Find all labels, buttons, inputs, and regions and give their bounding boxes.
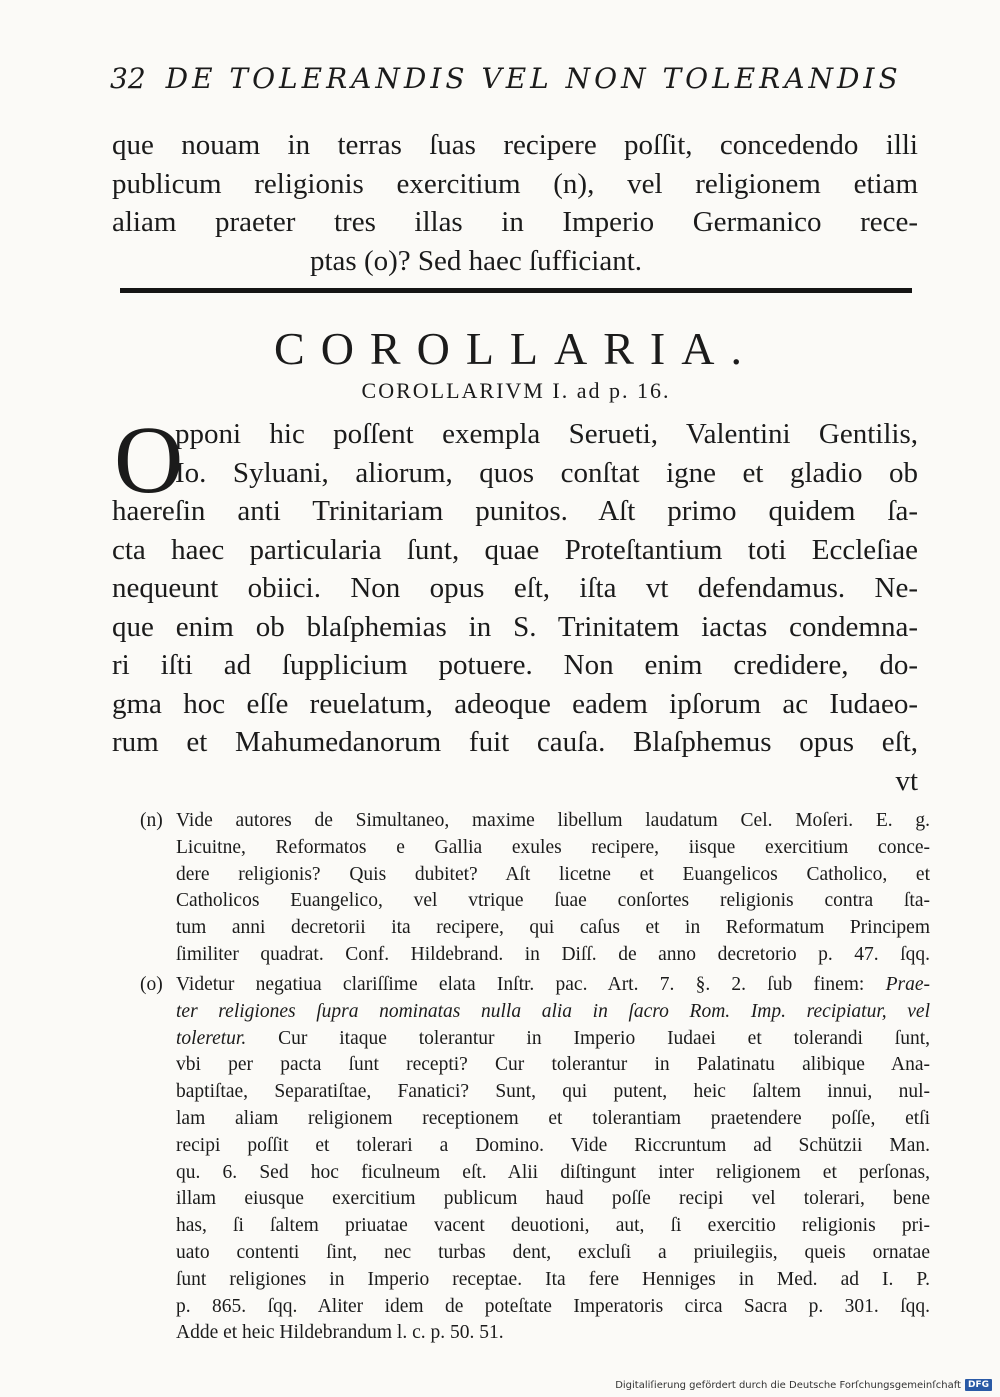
footnote-line: vbi per pacta ſunt recepti? Cur tolerantur in Palatinatu alibique Ana- [176,1054,930,1076]
footnote-line [140,808,930,835]
text-line: gma hoc eſſe reuelatum, adeoque eadem ipſorum ac Iudaeo- [112,687,918,720]
footnote-text: Videtur negatiua clariſſime elata Inſtr. pac. Art. 7. §. 2. ſub finem: [176,974,886,995]
text-line: haereſin anti Trinitariam punitos. Aſt primo quidem ſa- [112,495,918,527]
text-line: ptas (o)? Sed haec ſufficiant. [310,244,643,277]
footnote-line: Licuitne, Reformatos e Gallia exules recipere, iisque exercitium conce- [176,836,930,858]
footnote-line: tum anni decretorii ita recipere, qui caſus et in Reformatum Principem [176,917,930,939]
footnote-line: recipi poſſit et tolerari a Domino. Vide Riccruntum ad Schützii Man. [176,1134,930,1156]
footnote-line: qu. 6. Sed hoc ficulneum eſt. Alii diſtingunt inter religionem et perſonas, [176,1161,930,1183]
footnote-marker: (o) [140,974,163,995]
text-line: nequeunt obiici. Non opus eſt, iſta vt defendamus. Ne- [112,572,918,604]
footnote-line: ſimiliter quadrat. Conf. Hildebrand. in Diſſ. de anno decretorio p. 47. ſqq. [176,943,930,965]
footnote-line: has, ſi ſaltem priuatae vacent deuotioni, aut, ſi exercitio religionis pri- [176,1215,930,1237]
dfg-logo: DFG [965,1379,992,1391]
footnote-line: ſunt religiones in Imperio receptae. Ita fere Henniges in Med. ad I. P. [176,1268,930,1290]
text-line: publicum religionis exercitium (n), vel religionem etiam [112,167,918,200]
footnote-n [140,808,930,969]
page-number: 32 [110,62,146,95]
text-line: pponi hic poſſent exempla Serueti, Valentini Gentilis, [175,418,918,450]
drop-cap: O [114,406,184,513]
footnote-line: dere religionis? Quis dubitet? Aſt licetne et Euangelicos Catholico, et [176,863,930,885]
catchword: vt [895,764,918,797]
text-line: cta haec particularia ſunt, quae Proteſtantium toti Eccleſiae [112,533,918,566]
running-title: DE TOLERANDIS VEL NON TOLERANDIS [165,62,902,95]
text-line: ri iſti ad ſupplicium potuere. Non enim credidere, do- [112,649,918,681]
main-paragraph [112,415,918,800]
footnote-line: uato contenti ſint, nec turbas dent, excluſi a priuilegiis, queis ornatae [176,1241,930,1263]
text-line: que nouam in terras ſuas recipere poſſit, concedendo illi [112,129,918,161]
footnote-quote: toleretur. [176,1027,247,1049]
text-line: rum et Mahumedanorum fuit cauſa. Blaſphemus opus eſt, [112,726,918,758]
footnote-text: Cur itaque tolerantur in Imperio Iudaei et tolerandi ſunt, [246,1027,930,1049]
footnote-o [140,972,930,1347]
text-line: Io. Syluani, aliorum, quos conſtat igne et gladio ob [175,456,918,489]
top-paragraph [112,126,918,280]
footnote-quote: ter religiones ſupra nominatas nulla alia in ſacro Rom. Imp. recipiatur, vel [176,1000,930,1022]
funding-note: Digitaliſierung gefördert durch die Deutsche Forſchungsgemeinſchaft [615,1379,961,1391]
footnote-line: lam aliam religionem receptionem et tolerantiam praetendere poſſe, etſi [176,1107,930,1129]
text-line: aliam praeter tres illas in Imperio Germanico rece- [112,206,918,238]
footnote-quote: Prae- [885,974,930,995]
footnote-line: Catholicos Euangelico, vel vtrique ſuae conſortes religionis contra ſta- [176,890,930,912]
text-line: que enim ob blaſphemias in S. Trinitatem iactas condemna- [112,610,918,643]
section-title: COROLLARIA. [274,323,758,374]
section-divider [120,288,912,293]
footnote-line: baptiſtae, Separatiſtae, Fanatici? Sunt, qui putent, heic ſaltem innui, nul- [176,1081,930,1103]
footnote-line: illam eiusque exercitium publicum haud poſſe recipi vel tolerari, bene [176,1188,930,1210]
subsection-title: COROLLARIVM I. ad p. 16. [361,378,671,403]
footnote-line [140,972,930,999]
footnote-text: Vide autores de Simultaneo, maxime libellum laudatum Cel. Moſeri. E. g. [176,810,930,831]
footnote-marker: (n) [140,810,163,831]
page-header [110,62,902,106]
footnote-line: Adde et heic Hildebrandum l. c. p. 50. 51. [176,1322,504,1344]
footnote-line [140,1026,930,1053]
digitization-footer [615,1379,992,1391]
footnote-line: p. 865. ſqq. Aliter idem de poteſtate Imperatoris circa Sacra p. 301. ſqq. [176,1295,930,1317]
